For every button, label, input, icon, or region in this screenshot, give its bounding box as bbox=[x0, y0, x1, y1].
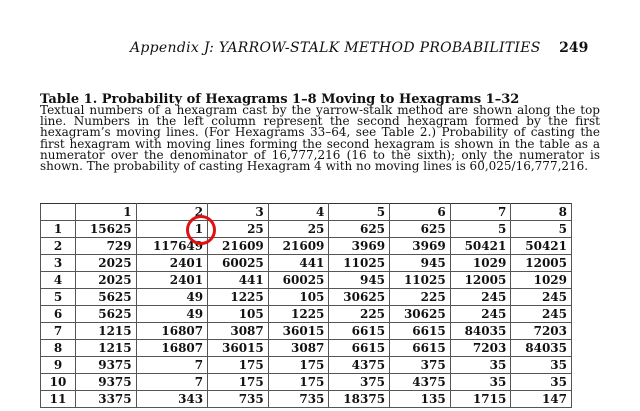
table-cell: 35 bbox=[511, 374, 572, 391]
table-caption-body: Textual numbers of a hexagram cast by the yarrow-stalk method are shown along the top line. Numbers in the left column represent the second hexagram formed by the first hexagram’s moving lines. (For Hexagrams 33–64, see Table 2.) Probability of casting the first hexagram with moving lines forming the second hexagram is shown in the table as a numerator over the denominator of 16,777,216 (16 to the sixth); only the numerator is shown. The probability of casting Hexagram 4 with no moving lines is 60,025/16,777,216. bbox=[40, 103, 600, 174]
column-header: 7 bbox=[450, 204, 511, 221]
table-cell: 2025 bbox=[76, 255, 137, 272]
table-row bbox=[41, 391, 572, 408]
table-row bbox=[41, 272, 572, 289]
table-cell: 50421 bbox=[450, 238, 511, 255]
table-cell: 735 bbox=[268, 391, 329, 408]
table-cell: 3969 bbox=[329, 238, 390, 255]
table-cell: 2401 bbox=[136, 255, 207, 272]
table-cell: 1029 bbox=[450, 255, 511, 272]
table-cell: 245 bbox=[511, 289, 572, 306]
column-header: 8 bbox=[511, 204, 572, 221]
table-cell: 35 bbox=[450, 374, 511, 391]
row-header: 2 bbox=[41, 238, 76, 255]
table-cell: 21609 bbox=[208, 238, 269, 255]
table-cell: 375 bbox=[329, 374, 390, 391]
table-cell: 9375 bbox=[76, 374, 137, 391]
table-cell: 49 bbox=[136, 306, 207, 323]
table-cell: 6615 bbox=[390, 323, 451, 340]
table-cell: 25 bbox=[268, 221, 329, 238]
table-cell: 5 bbox=[511, 221, 572, 238]
table-cell: 441 bbox=[208, 272, 269, 289]
row-header: 4 bbox=[41, 272, 76, 289]
row-header: 9 bbox=[41, 357, 76, 374]
table-cell: 2025 bbox=[76, 272, 137, 289]
table-cell: 7 bbox=[136, 374, 207, 391]
table-cell: 375 bbox=[390, 357, 451, 374]
table-cell: 945 bbox=[329, 272, 390, 289]
table-cell: 625 bbox=[390, 221, 451, 238]
table-cell: 7 bbox=[136, 357, 207, 374]
table-row bbox=[41, 289, 572, 306]
running-head bbox=[130, 40, 589, 56]
table-cell: 15625 bbox=[76, 221, 137, 238]
table-cell: 105 bbox=[208, 306, 269, 323]
table-cell: 4375 bbox=[390, 374, 451, 391]
table-cell: 21609 bbox=[268, 238, 329, 255]
table-cell: 30625 bbox=[329, 289, 390, 306]
circled-value: 1 bbox=[194, 222, 204, 236]
table-row bbox=[41, 357, 572, 374]
table-cell: 735 bbox=[208, 391, 269, 408]
row-header: 1 bbox=[41, 221, 76, 238]
table-cell: 175 bbox=[208, 357, 269, 374]
table-cell: 6615 bbox=[390, 340, 451, 357]
table-cell: 245 bbox=[450, 306, 511, 323]
table-cell: 9375 bbox=[76, 357, 137, 374]
table-cell: 625 bbox=[329, 221, 390, 238]
table-cell: 5625 bbox=[76, 306, 137, 323]
table-cell: 12005 bbox=[450, 272, 511, 289]
table-cell: 3087 bbox=[208, 323, 269, 340]
table-cell: 343 bbox=[136, 391, 207, 408]
row-header: 7 bbox=[41, 323, 76, 340]
table-cell: 84035 bbox=[450, 323, 511, 340]
table-body bbox=[41, 221, 572, 408]
table-cell: 441 bbox=[268, 255, 329, 272]
table-cell: 2401 bbox=[136, 272, 207, 289]
table-cell: 117649 bbox=[136, 238, 207, 255]
table-cell: 175 bbox=[208, 374, 269, 391]
probability-table bbox=[40, 203, 572, 408]
table-cell: 729 bbox=[76, 238, 137, 255]
table-cell: 5625 bbox=[76, 289, 137, 306]
table-cell: 50421 bbox=[511, 238, 572, 255]
corner-cell bbox=[41, 204, 76, 221]
table-cell: 36015 bbox=[268, 323, 329, 340]
table-cell: 3969 bbox=[390, 238, 451, 255]
table-cell: 6615 bbox=[329, 323, 390, 340]
table-cell: 12005 bbox=[511, 255, 572, 272]
table-cell: 175 bbox=[268, 357, 329, 374]
column-header: 2 bbox=[136, 204, 207, 221]
table-cell: 175 bbox=[268, 374, 329, 391]
table-row bbox=[41, 306, 572, 323]
row-header: 8 bbox=[41, 340, 76, 357]
table-cell: 7203 bbox=[450, 340, 511, 357]
table-row bbox=[41, 255, 572, 272]
table-cell: 1225 bbox=[268, 306, 329, 323]
table-cell: 3375 bbox=[76, 391, 137, 408]
row-header: 11 bbox=[41, 391, 76, 408]
table-cell bbox=[136, 221, 207, 238]
table-row bbox=[41, 323, 572, 340]
row-header: 5 bbox=[41, 289, 76, 306]
table-cell: 60025 bbox=[208, 255, 269, 272]
page-number: 249 bbox=[559, 40, 589, 56]
table-cell: 30625 bbox=[390, 306, 451, 323]
table-cell: 1215 bbox=[76, 340, 137, 357]
table-row bbox=[41, 374, 572, 391]
table-cell: 11025 bbox=[390, 272, 451, 289]
table-row bbox=[41, 340, 572, 357]
table-cell: 6615 bbox=[329, 340, 390, 357]
table-cell: 105 bbox=[268, 289, 329, 306]
table-cell: 225 bbox=[390, 289, 451, 306]
table-cell: 4375 bbox=[329, 357, 390, 374]
table-cell: 1029 bbox=[511, 272, 572, 289]
table-cell: 60025 bbox=[268, 272, 329, 289]
table-cell: 7203 bbox=[511, 323, 572, 340]
table-row bbox=[41, 221, 572, 238]
row-header: 3 bbox=[41, 255, 76, 272]
column-header: 5 bbox=[329, 204, 390, 221]
row-header: 10 bbox=[41, 374, 76, 391]
table-cell: 1225 bbox=[208, 289, 269, 306]
column-header: 4 bbox=[268, 204, 329, 221]
table-header-row bbox=[41, 204, 572, 221]
table-cell: 25 bbox=[208, 221, 269, 238]
table-cell: 35 bbox=[511, 357, 572, 374]
table-cell: 36015 bbox=[208, 340, 269, 357]
table-cell: 16807 bbox=[136, 340, 207, 357]
table-cell: 1715 bbox=[450, 391, 511, 408]
table-cell: 16807 bbox=[136, 323, 207, 340]
table-cell: 49 bbox=[136, 289, 207, 306]
table-caption-title: Table 1. Probability of Hexagrams 1–8 Moving to Hexagrams 1–32 bbox=[40, 92, 520, 107]
table-cell: 3087 bbox=[268, 340, 329, 357]
table-cell: 1215 bbox=[76, 323, 137, 340]
table-cell: 945 bbox=[390, 255, 451, 272]
table-cell: 35 bbox=[450, 357, 511, 374]
table-cell: 147 bbox=[511, 391, 572, 408]
table-cell: 225 bbox=[329, 306, 390, 323]
table-row bbox=[41, 238, 572, 255]
table-cell: 245 bbox=[511, 306, 572, 323]
table-cell: 135 bbox=[390, 391, 451, 408]
table-cell: 245 bbox=[450, 289, 511, 306]
column-header: 1 bbox=[76, 204, 137, 221]
column-header: 3 bbox=[208, 204, 269, 221]
column-header: 6 bbox=[390, 204, 451, 221]
table-cell: 11025 bbox=[329, 255, 390, 272]
table-cell: 84035 bbox=[511, 340, 572, 357]
chapter-title: Appendix J: YARROW-STALK METHOD PROBABILITIES bbox=[130, 40, 541, 56]
table-cell: 5 bbox=[450, 221, 511, 238]
table-cell: 18375 bbox=[329, 391, 390, 408]
row-header: 6 bbox=[41, 306, 76, 323]
